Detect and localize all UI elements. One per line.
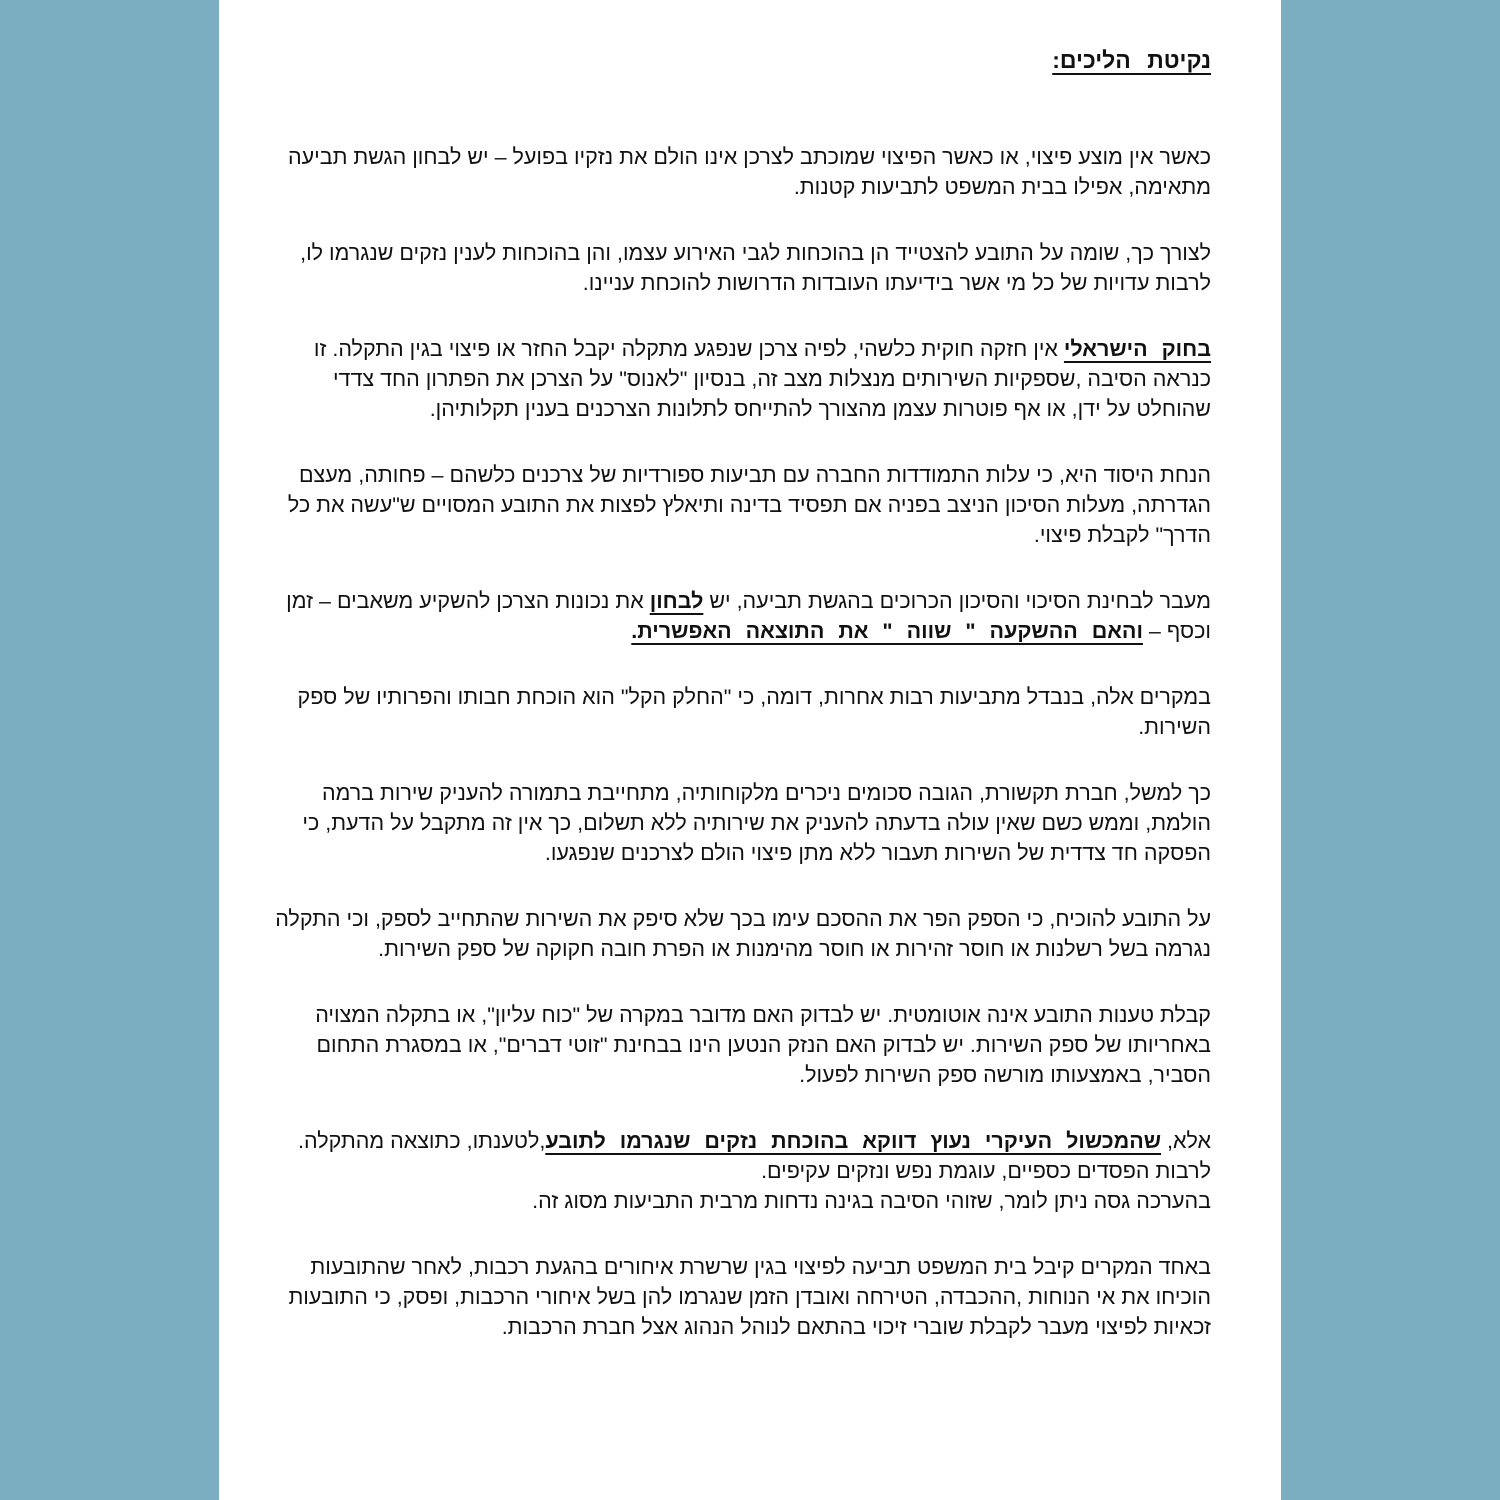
- paragraph-10-text-a: אלא,: [1161, 1129, 1211, 1153]
- paragraph-9: קבלת טענות התובע אינה אוטומטית. יש לבדוק האם מדובר במקרה של "כוח עליון", או בתקלה המצויה באחריותו של ספק השירות. יש לבדוק האם הנזק הנטען הינו בבחינת "זוטי דברים", או במסגרת התחום הסביר, באמצעותו מורשה ספק השירות לפעול.: [315, 1003, 1211, 1087]
- paragraph-3-text: אין חזקה חוקית כלשהי, לפיה צרכן שנפגע מתקלה יקבל החזר או פיצוי בגין התקלה. זו כנראה הסיבה ,שספקיות השירותים מנצלות מצב זה, בנסיון "לאנוס" על הצרכן את הפתרון החד צדדי שהוחלט על ידן, או אף פוטרות עצמן מהצורך להתייחס לתלונות הצרכנים בענין תקלותיהן.: [313, 337, 1211, 421]
- page-title: נקיטת הליכים:: [1052, 47, 1211, 73]
- main-obstacle-emphasis: שהמכשול העיקרי נעוץ דווקא בהוכחת נזקים שנגרמו לתובע: [545, 1129, 1162, 1153]
- paragraph-6: במקרים אלה, בנבדל מתביעות רבות אחרות, דומה, כי "החלק הקל" הוא הוכחת חבותו והפרותיו של ספק השירות.: [297, 685, 1211, 739]
- paragraph-4: הנחת היסוד היא, כי עלות התמודדות החברה עם תביעות ספורדיות של צרכנים כלשהם – פחותה, מעצם הגדרתה, מעלות הסיכון הניצב בפניה אם תפסיד בדינה ותיאלץ לפצות את התובע המסויים ש"עשה את כל הדרך" לקבלת פיצוי.: [287, 463, 1211, 547]
- israeli-law-heading: בחוק הישראלי: [1063, 337, 1211, 361]
- paragraph-10-text-c: ,לטענתו, כתוצאה מהתקלה. לרבות הפסדים כספיים, עוגמת נפש ונזקים עקיפים.: [298, 1129, 1211, 1183]
- paragraph-11: באחד המקרים קיבל בית המשפט תביעה לפיצוי בגין שרשרת איחורים בהגעת רכבות, לאחר שהתובעות הוכיחו את אי הנוחות ,ההכבדה, הטירחה ואובדן הזמן שנגרמו להן בשל איחורי הרכבות, ופסק, כי התובעות זכאיות לפיצוי מעבר לקבלת שוברי זיכוי בהתאם לנוהל הנהוג אצל חברת הרכבות.: [288, 1255, 1211, 1339]
- document-page: [219, 0, 1281, 1500]
- examine-emphasis: לבחון: [649, 589, 704, 613]
- paragraph-1: כאשר אין מוצע פיצוי, או כאשר הפיצוי שמוכתב לצרכן אינו הולם את נזקיו בפועל – יש לבחון הגשת תביעה מתאימה, אפילו בבית המשפט לתביעות קטנות.: [288, 145, 1211, 199]
- paragraph-10: [269, 1126, 1211, 1186]
- paragraph-2: לצורך כך, שומה על התובע להצטייד הן בהוכחות לגבי האירוע עצמו, והן בהוכחות לענין נזקים שנגרמו לו, לרבות עדויות של כל מי אשר בידיעתו העובדות הדרושות להוכחת עניינו.: [300, 241, 1211, 295]
- paragraph-5: [269, 586, 1211, 646]
- paragraph-7: כך למשל, חברת תקשורת, הגובה סכומים ניכרים מלקוחותיה, מתחייבת בתמורה להעניק שירות ברמה הולמת, וממש כשם שאין עולה בדעתה להעניק את שירותיה ללא תשלום, כך אין זה מתקבל על הדעת, כי הפסקה חד צדדית של השירות תעבור ללא מתן פיצוי הולם לצרכנים שנפגעו.: [302, 781, 1211, 865]
- worth-emphasis: והאם ההשקעה " שווה " את התוצאה האפשרית.: [631, 619, 1143, 643]
- paragraph-8: על התובע להוכיח, כי הספק הפר את ההסכם עימו בכך שלא סיפק את השירות שהתחייב לספק, וכי התקלה נגרמה בשל רשלנות או חוסר זהירות או חוסר מהימנות או הפרת חובה חקוקה של ספק השירות.: [275, 907, 1211, 961]
- paragraph-5-text-c: את נכונות הצרכן להשקיע משאבים – זמן וכסף –: [286, 589, 1211, 643]
- paragraph-10-line-2: בהערכה גסה ניתן לומר, שזוהי הסיבה בגינה נדחות מרבית התביעות מסוג זה.: [532, 1189, 1211, 1213]
- paragraph-3: [269, 334, 1211, 424]
- paragraph-5-text-a: מעבר לבחינת הסיכוי והסיכון הכרוכים בהגשת תביעה, יש: [703, 589, 1211, 613]
